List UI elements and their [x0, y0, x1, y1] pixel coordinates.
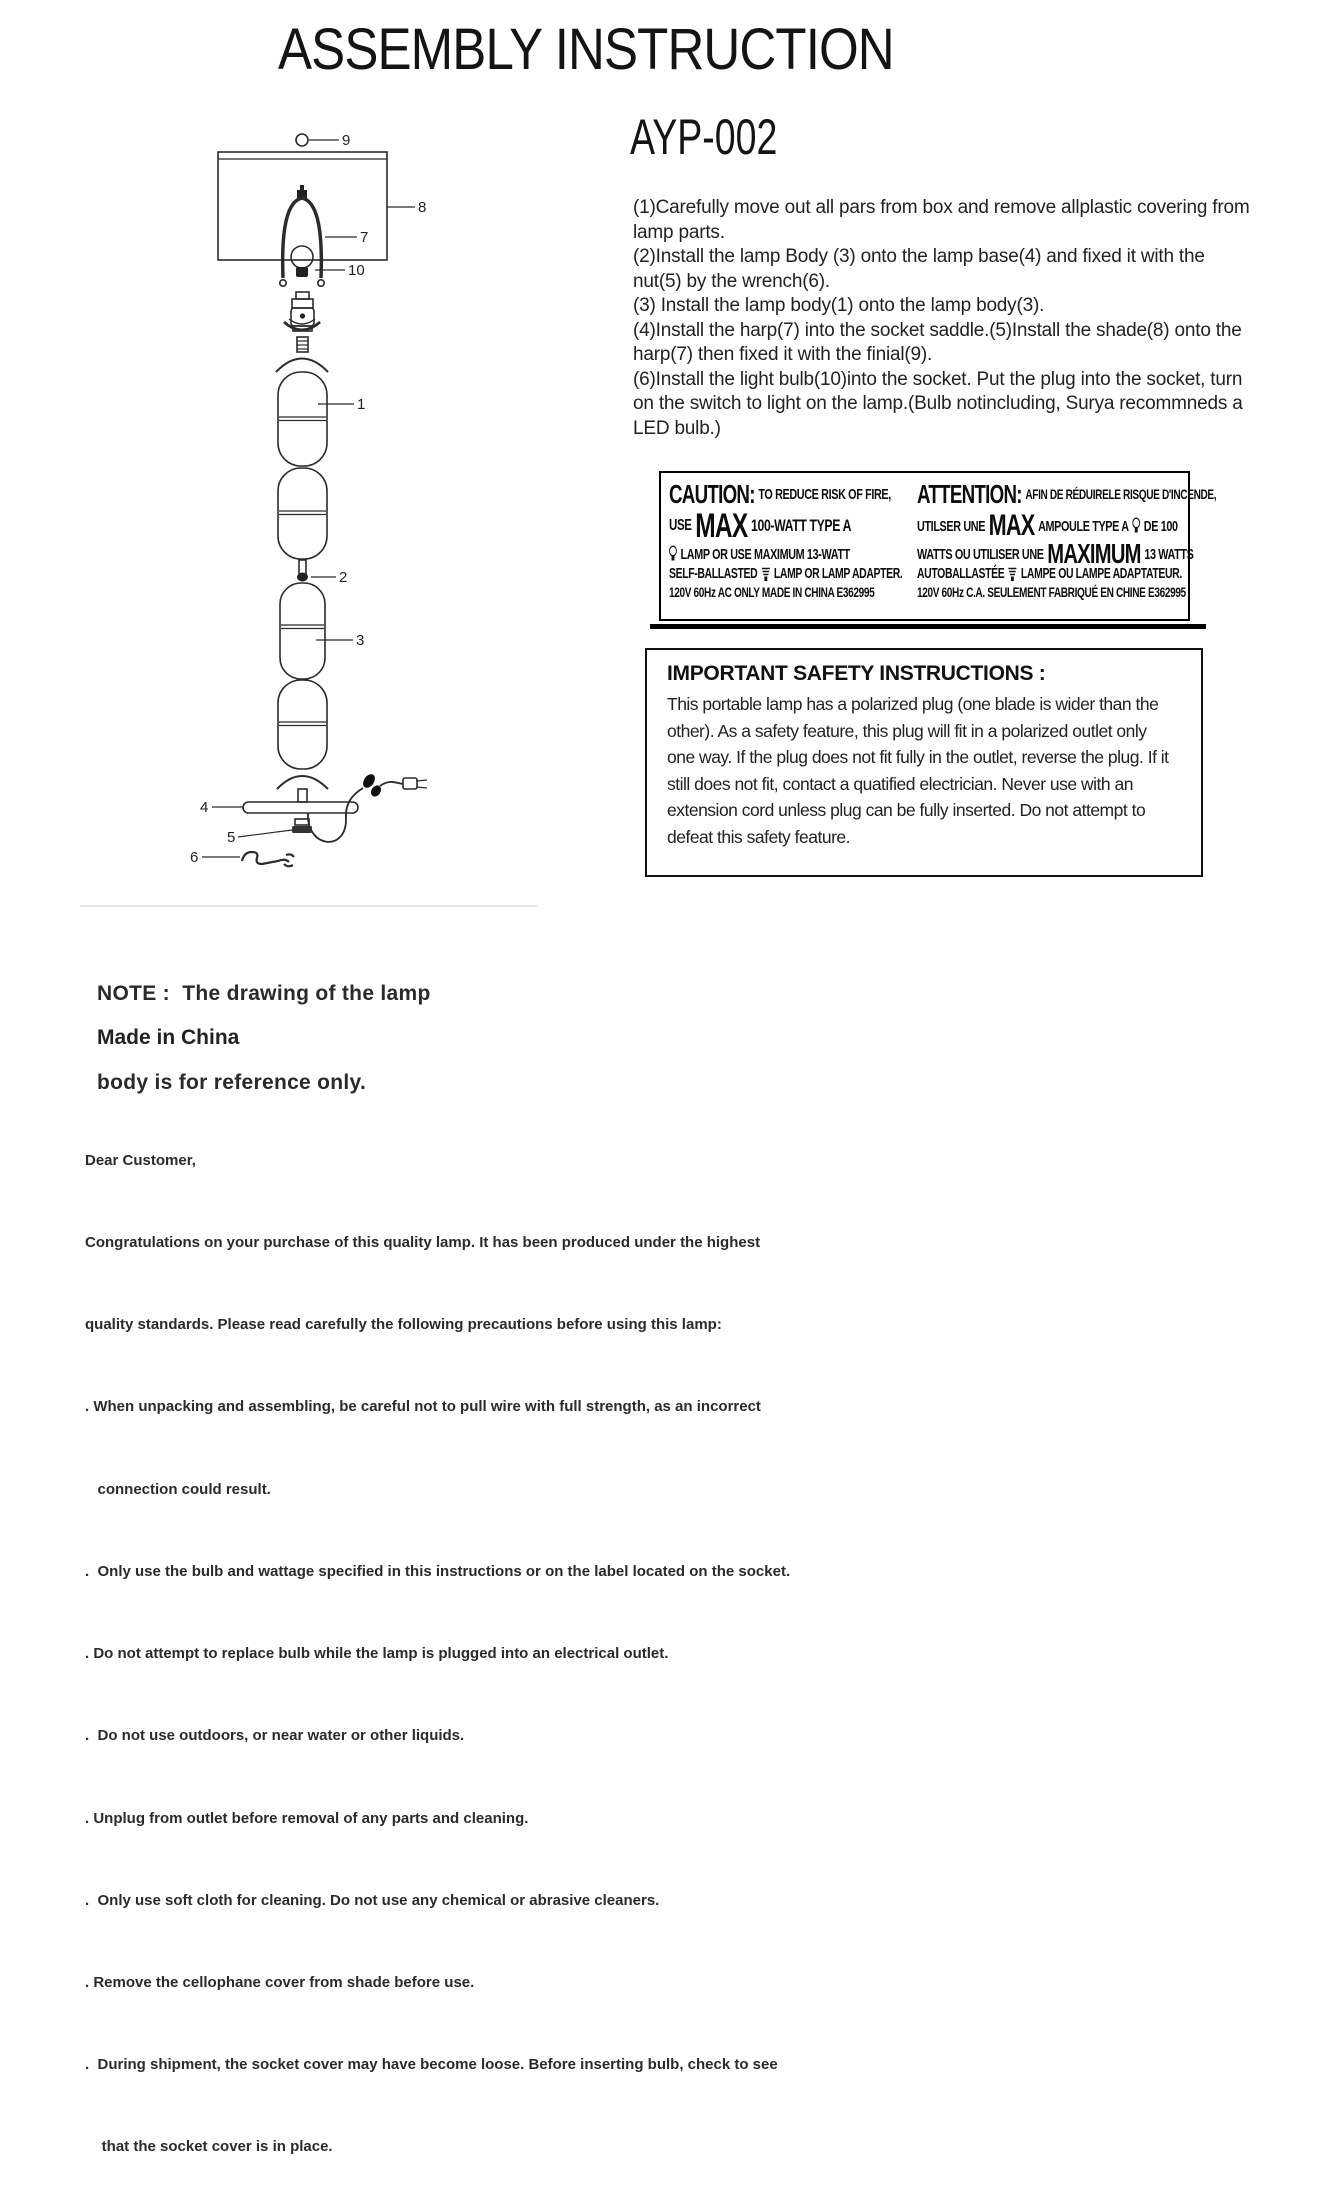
letter-line: . Do not use outdoors, or near water or other liquids. — [85, 1727, 465, 1745]
part-label-10: 10 — [348, 262, 365, 279]
caution-label — [659, 471, 1217, 621]
incandescent-bulb-icon — [669, 545, 677, 563]
caution-subheading: TO REDUCE RISK OF FIRE, — [758, 485, 891, 503]
caution-heading: CAUTION: — [669, 478, 755, 509]
safety-body: This portable lamp has a polarized plug (one blade is wider than the other). As a safety feature, this plug will fit in a polarized outlet only one way. If the plug does not fit fully in the outlet, reverse the plug. If it still does not fit, contact a quatified electrician. Never use with an extension cord unless plug can be fully inserted. Do not attempt to defeat this safety feature. — [667, 694, 1169, 847]
letter-line: connection could result. — [85, 1480, 271, 1498]
attention-maximum: MAXIMUM — [1047, 538, 1141, 569]
letter-line: . Unplug from outlet before removal of any parts and cleaning. — [85, 1809, 529, 1827]
made-in-china-label: Made in China — [97, 1026, 240, 1049]
letter-line: . During shipment, the socket cover may have become loose. Before inserting bulb, check to see — [85, 2056, 778, 2074]
cfl-bulb-icon — [1008, 566, 1017, 583]
part-label-5: 5 — [227, 829, 236, 846]
wrench-drawing — [202, 852, 294, 866]
finial-drawing — [296, 134, 339, 146]
letter-line: . Only use the bulb and wattage specified in this instructions or on the label located on the socket. — [85, 1562, 791, 1580]
attention-max: MAX — [988, 509, 1035, 542]
safety-title: IMPORTANT SAFETY INSTRUCTIONS : — [667, 662, 1046, 685]
caution-french — [917, 478, 1217, 601]
customer-letter — [85, 1092, 790, 2188]
cord-drawing — [308, 772, 427, 842]
note-line-2: body is for reference only. — [97, 1071, 367, 1094]
caution-ballast-b: LAMP OR LAMP ADAPTER. — [773, 566, 903, 582]
attention-ballast-b: LAMPE OU LAMPE ADAPTATEUR. — [1020, 566, 1182, 582]
part-label-1: 1 — [357, 396, 366, 413]
step-3: (3) Install the lamp body(1) onto the lamp body(3). — [633, 295, 1045, 316]
part-label-2: 2 — [339, 569, 348, 586]
attention-ballast-a: AUTOBALLASTÉE — [917, 566, 1005, 582]
nut-drawing — [238, 819, 312, 837]
caution-use: USE — [669, 517, 692, 534]
lamp-body-drawing — [276, 359, 354, 770]
caution-type: 100-WATT TYPE A — [751, 516, 852, 535]
letter-line: . Remove the cellophane cover from shade before use. — [85, 1974, 475, 1991]
attention-type-a: AMPOULE TYPE A — [1038, 517, 1129, 535]
scan-divider-line — [80, 905, 537, 907]
letter-line: that the socket cover is in place. — [85, 2138, 333, 2156]
part-label-7: 7 — [360, 229, 369, 246]
letter-line: . Do not attempt to replace bulb while the lamp is plugged into an electrical outlet. — [85, 1645, 669, 1663]
base-drawing — [212, 776, 358, 813]
assembly-steps — [633, 196, 1255, 441]
attention-subheading: AFIN DE RÉDUIRELE RISQUE D'INCENDE, — [1025, 486, 1217, 502]
attention-heading: ATTENTION: — [917, 478, 1022, 509]
socket-drawing — [284, 292, 320, 352]
letter-line: Congratulations on your purchase of this quality lamp. It has been produced under the highest — [85, 1234, 761, 1252]
harp-drawing — [280, 185, 357, 286]
incandescent-bulb-icon — [1132, 517, 1140, 535]
attention-use: UTILSER UNE — [917, 517, 986, 535]
part-label-8: 8 — [418, 199, 427, 216]
safety-instructions-box — [645, 648, 1203, 877]
attention-rating-line: 120V 60Hz C.A. SEULEMENT FABRIQUÉ EN CHINE E362995 — [917, 584, 1186, 600]
model-number: AYP-002 — [630, 109, 778, 165]
step-2: (2)Install the lamp Body (3) onto the lamp base(4) and fixed it with the nut(5) by the wrench(6). — [633, 246, 1205, 292]
cfl-bulb-icon — [761, 566, 770, 583]
step-1: (1)Carefully move out all pars from box and remove allplastic covering from lamp parts. — [633, 197, 1250, 243]
caution-lamp-line: LAMP OR USE MAXIMUM 13-WATT — [680, 545, 850, 563]
caution-ballast-a: SELF-BALLASTED — [669, 566, 758, 582]
part-label-4: 4 — [200, 799, 209, 816]
letter-line: . When unpacking and assembling, be careful not to pull wire with full strength, as an incorrect — [85, 1398, 761, 1416]
part-label-6: 6 — [190, 849, 199, 866]
caution-rating-line: 120V 60Hz AC ONLY MADE IN CHINA E362995 — [669, 584, 875, 600]
page-title: ASSEMBLY INSTRUCTION — [278, 17, 894, 82]
bulb-drawing — [291, 246, 345, 277]
attention-type-b: DE 100 — [1143, 517, 1178, 535]
part-label-9: 9 — [342, 132, 351, 149]
shade-drawing — [218, 152, 415, 260]
letter-salutation: Dear Customer, — [85, 1151, 196, 1169]
lamp-diagram — [150, 100, 490, 920]
part-label-3: 3 — [356, 632, 365, 649]
caution-underline-rule — [650, 624, 1206, 629]
attention-watts-b: 13 WATTS — [1144, 545, 1194, 563]
step-6: (6)Install the light bulb(10)into the socket. Put the plug into the socket, turn on the switch to light on the lamp.(Bulb notincluding, Surya recommneds a LED bulb.) — [633, 368, 1243, 439]
letter-line: . Only use soft cloth for cleaning. Do not use any chemical or abrasive cleaners. — [85, 1891, 660, 1909]
attention-watts-a: WATTS OU UTILISER UNE — [917, 545, 1044, 563]
step-4-5: (4)Install the harp(7) into the socket saddle.(5)Install the shade(8) onto the harp(7) then fixed it with the finial(9). — [633, 319, 1242, 365]
letter-line: quality standards. Please read carefully the following precautions before using this lamp: — [85, 1316, 722, 1334]
note-line-1: NOTE : The drawing of the lamp — [97, 982, 431, 1005]
caution-english — [669, 479, 917, 601]
caution-max: MAX — [695, 506, 748, 545]
